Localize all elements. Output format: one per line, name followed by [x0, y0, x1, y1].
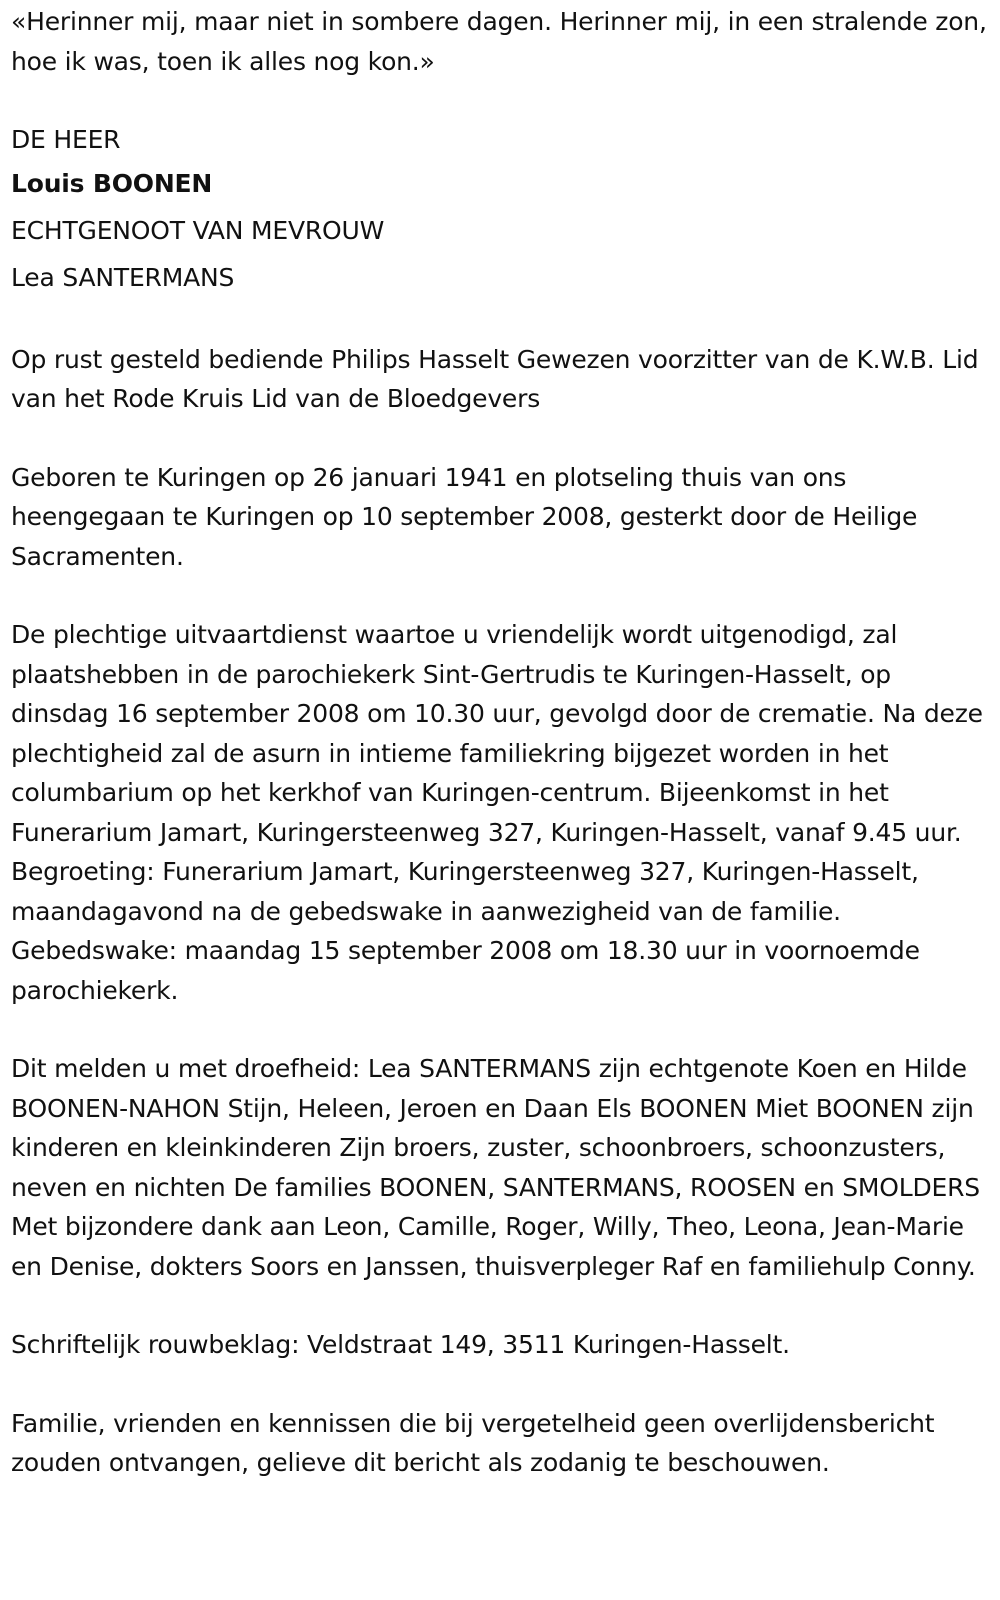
funeral-details-paragraph: De plechtige uitvaartdienst waartoe u vriendelijk wordt uitgenodigd, zal plaatshebben in de parochiekerk Sint-Gertrudis te Kuringen-Hasselt, op dinsdag 16 september 2008 om 10.30 uur, gevolgd door de crematie. Na deze plechtigheid zal de asurn in intieme familiekring bijgezet worden in het columbarium op het kerkhof van Kuringen-centrum. Bijeenkomst in het Funerarium Jamart, Kuringersteenweg 327, Kuringen-Hasselt, vanaf 9.45 uur. Begroeting: Funerarium Jamart, Kuringersteenweg 327, Kuringen-Hasselt, maandagavond na de gebedswake in aanwezigheid van de familie. Gebedswake: maandag 15 september 2008 om 18.30 uur in voornoemde parochiekerk. — [11, 620, 983, 1005]
relation-line: ECHTGENOOT VAN MEVROUW — [11, 215, 385, 245]
spouse-name: Lea SANTERMANS — [11, 262, 235, 292]
notice-paragraph: Familie, vrienden en kennissen die bij vergetelheid geen overlijdensbericht zouden ontvangen, gelieve dit bericht als zodanig te beschouwen. — [11, 1408, 935, 1477]
occupation-paragraph: Op rust gesteld bediende Philips Hasselt Gewezen voorzitter van de K.W.B. Lid van het Rode Kruis Lid van de Bloedgevers — [11, 344, 979, 413]
birth-death-paragraph: Geboren te Kuringen op 26 januari 1941 en plotseling thuis van ons heengegaan te Kuringen op 10 september 2008, gesterkt door de Heilige Sacramenten. — [11, 462, 918, 571]
memorial-quote: «Herinner mij, maar niet in sombere dagen. Herinner mij, in een stralende zon, hoe ik was, toen ik alles nog kon.» — [11, 7, 987, 76]
honorific-title: DE HEER — [11, 125, 121, 154]
deceased-name: Louis BOONEN — [11, 168, 213, 198]
family-announcement-paragraph: Dit melden u met droefheid: Lea SANTERMANS zijn echtgenote Koen en Hilde BOONEN-NAHON Stijn, Heleen, Jeroen en Daan Els BOONEN Miet BOONEN zijn kinderen en kleinkinderen Zijn broers, zuster, schoonbroers, schoonzusters, neven en nichten De families BOONEN, SANTERMANS, ROOSEN en SMOLDERS Met bijzondere dank aan Leon, Camille, Roger, Willy, Theo, Leona, Jean-Marie en Denise, dokters Soors en Janssen, thuisverpleger Raf en familiehulp Conny. — [11, 1054, 980, 1281]
condolence-address: Schriftelijk rouwbeklag: Veldstraat 149, 3511 Kuringen-Hasselt. — [11, 1330, 790, 1359]
